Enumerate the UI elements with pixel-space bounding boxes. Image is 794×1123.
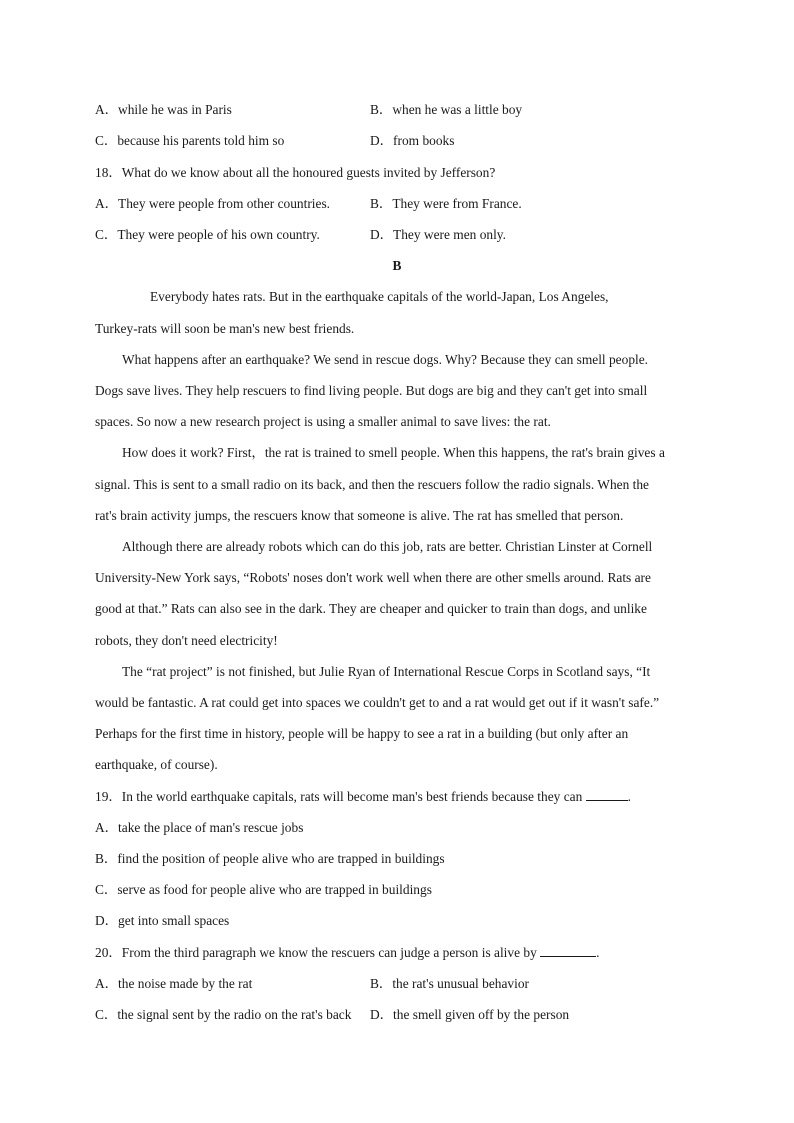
passage-line: University-New York says, “Robots' noses don't work well when there are other smells around. Rats are [95, 570, 651, 585]
passage-line: earthquake, of course). [95, 757, 218, 772]
q17-option-a: A．while he was in Paris [95, 102, 232, 117]
q19-stem-text: 19．In the world earthquake capitals, rats will become man's best friends because they can [95, 789, 583, 804]
q20-stem [95, 944, 599, 962]
q19-option-a: A．take the place of man's rescue jobs [95, 820, 304, 835]
q20-option-c: C．the signal sent by the radio on the rat's back [95, 1007, 352, 1022]
q20-stem-end: . [596, 945, 600, 960]
q19-option-c: C．serve as food for people alive who are trapped in buildings [95, 882, 432, 897]
q20-option-b: B．the rat's unusual behavior [370, 976, 529, 991]
passage-line: good at that.” Rats can also see in the dark. They are cheaper and quicker to train than dogs, and unlike [95, 601, 647, 616]
q18-option-b: B．They were from France. [370, 196, 522, 211]
q17-option-d: D．from books [370, 133, 455, 148]
passage-line: rat's brain activity jumps, the rescuers know that someone is alive. The rat has smelled that person. [95, 508, 624, 523]
section-title: B [392, 258, 402, 273]
passage-line: spaces. So now a new research project is using a smaller animal to save lives: the rat. [95, 414, 551, 429]
passage-line: would be fantastic. A rat could get into spaces we couldn't get to and a rat would get out if it wasn't safe.” [95, 695, 660, 710]
passage-line: Dogs save lives. They help rescuers to find living people. But dogs are big and they can't get into small [95, 383, 648, 398]
q18-stem: 18．What do we know about all the honoured guests invited by Jefferson? [95, 165, 496, 180]
q17-option-b: B．when he was a little boy [370, 102, 523, 117]
q19-option-b: B．find the position of people alive who are trapped in buildings [95, 851, 445, 866]
q17-option-c: C．because his parents told him so [95, 133, 285, 148]
passage-line: How does it work? First，the rat is trained to smell people. When this happens, the rat's brain gives a [122, 445, 665, 460]
passage-line: The “rat project” is not finished, but Julie Ryan of International Rescue Corps in Scotland says, “It [122, 664, 651, 679]
q19-answer-blank [586, 788, 628, 801]
q19-stem [95, 788, 631, 806]
passage-line: robots, they don't need electricity! [95, 633, 278, 648]
passage-line: Although there are already robots which can do this job, rats are better. Christian Linster at Cornell [122, 539, 653, 554]
passage-line: Turkey-rats will soon be man's new best friends. [95, 321, 355, 336]
q20-option-d: D．the smell given off by the person [370, 1007, 570, 1022]
q19-stem-end: . [627, 789, 631, 804]
passage-line: Perhaps for the first time in history, people will be happy to see a rat in a building (but only after an [95, 726, 629, 741]
passage-line: Everybody hates rats. But in the earthquake capitals of the world-Japan, Los Angeles, [150, 289, 609, 304]
passage-line: signal. This is sent to a small radio on its back, and then the rescuers follow the radio signals. When the [95, 477, 649, 492]
passage-line: What happens after an earthquake? We send in rescue dogs. Why? Because they can smell people. [122, 352, 649, 367]
q18-option-d: D．They were men only. [370, 227, 506, 242]
q20-stem-text: 20．From the third paragraph we know the rescuers can judge a person is alive by [95, 945, 537, 960]
q20-option-a: A．the noise made by the rat [95, 976, 253, 991]
q20-answer-blank [540, 944, 596, 957]
q19-option-d: D．get into small spaces [95, 913, 230, 928]
q18-option-c: C．They were people of his own country. [95, 227, 320, 242]
q18-option-a: A．They were people from other countries. [95, 196, 330, 211]
